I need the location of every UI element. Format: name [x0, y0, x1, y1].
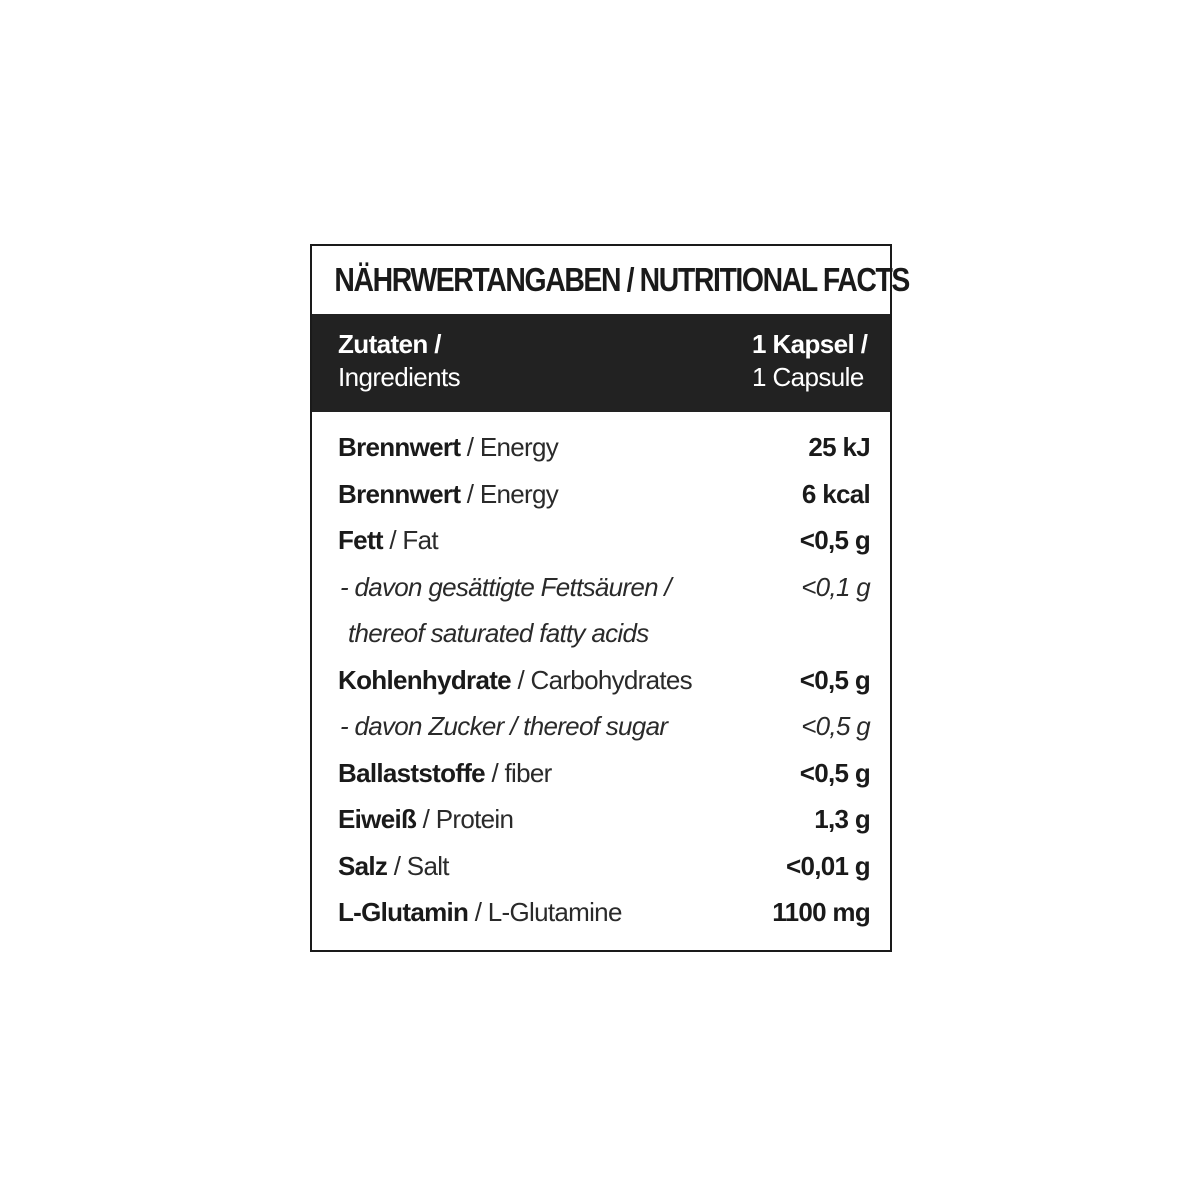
nutrient-label [338, 897, 622, 928]
header-per-capsule-en: 1 Capsule [752, 362, 864, 392]
nutrient-value: <0,5 g [799, 664, 870, 695]
nutrient-name-en: / Energy [460, 478, 559, 509]
nutrient-value: 6 kcal [801, 478, 870, 509]
table-row [312, 517, 890, 564]
nutrient-label [338, 479, 558, 510]
table-row [312, 750, 890, 797]
nutrient-name-de: L-Glutamin [338, 897, 469, 927]
nutrient-name-de: Eiweiß [338, 804, 417, 834]
nutrition-facts-panel [310, 244, 909, 952]
nutrient-name-en: / Fat [382, 525, 438, 555]
table-row-sub [312, 564, 890, 611]
table-row [312, 471, 890, 518]
nutrient-name-en: / Salt [387, 850, 449, 881]
subnutrient-label: - davon Zucker / thereof sugar [340, 711, 668, 741]
table-row [312, 843, 890, 890]
nutrient-label [338, 665, 692, 696]
table-row [312, 657, 890, 704]
panel-title: NÄHRWERTANGABEN / NUTRITIONAL FACTS [334, 261, 909, 298]
header-ingredients [338, 328, 460, 394]
nutrient-name-en: / L-Glutamine [468, 897, 622, 927]
header-ingredients-en: Ingredients [338, 362, 461, 392]
subnutrient-value: <0,5 g [801, 711, 870, 741]
nutrient-value: <0,5 g [799, 757, 870, 788]
nutrient-name-en: / Protein [416, 804, 514, 834]
nutrient-name-en: / fiber [484, 757, 552, 788]
nutrient-name-de: Salz [338, 850, 388, 881]
subnutrient-label: - davon gesättigte Fettsäuren / [340, 571, 671, 602]
table-row [312, 889, 890, 936]
nutrient-rows [312, 424, 890, 936]
nutrient-value: 25 kJ [808, 432, 870, 462]
nutrient-value: <0,5 g [799, 525, 870, 555]
nutrient-label [338, 851, 449, 882]
nutrient-name-de: Brennwert [338, 432, 461, 462]
nutrient-name-de: Ballaststoffe [338, 757, 485, 788]
header-ingredients-de: Zutaten / [338, 329, 441, 359]
table-header [312, 314, 890, 412]
nutrient-name-de: Brennwert [338, 478, 461, 509]
nutrient-name-de: Fett [338, 525, 383, 555]
table-row-sub-continuation [312, 610, 890, 657]
nutrient-value: <0,01 g [786, 850, 870, 881]
table-row-sub [312, 703, 890, 750]
nutrient-name-de: Kohlenhydrate [338, 664, 511, 695]
nutrient-name-en: / Carbohydrates [510, 664, 692, 695]
header-per-capsule [752, 328, 867, 394]
header-per-capsule-de: 1 Kapsel / [752, 329, 868, 359]
nutrient-label [338, 525, 438, 556]
nutrient-value: 1,3 g [814, 804, 870, 834]
nutrient-name-en: / Energy [460, 432, 559, 462]
subnutrient-label-continued: thereof saturated fatty acids [348, 618, 649, 648]
nutrient-value: 1100 mg [772, 897, 870, 927]
nutrient-label [338, 432, 558, 463]
nutrient-label [338, 758, 552, 789]
table-row [312, 424, 890, 471]
nutrient-label [338, 804, 513, 835]
subnutrient-value: <0,1 g [801, 571, 870, 602]
table-row [312, 796, 890, 843]
